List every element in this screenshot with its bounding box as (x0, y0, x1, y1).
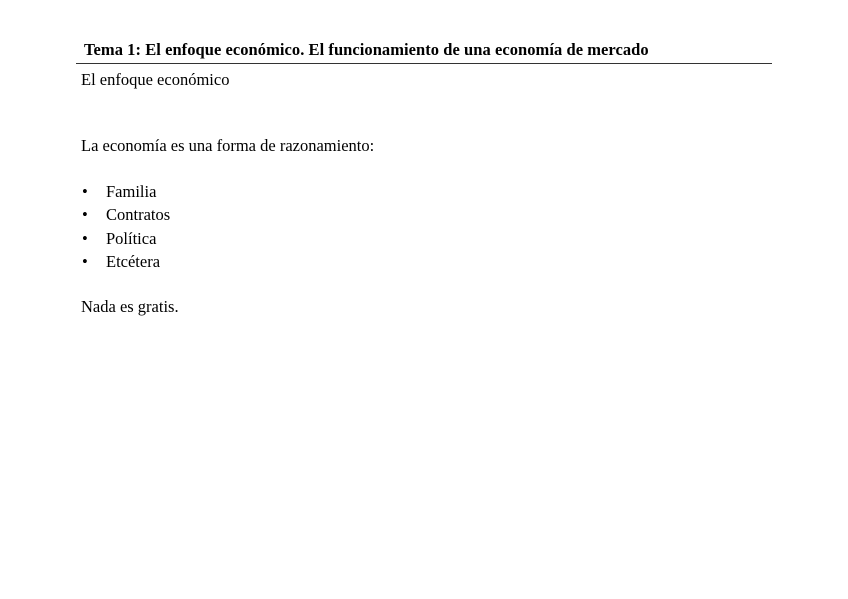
intro-paragraph: La economía es una forma de razonamiento: (81, 136, 375, 155)
list-item-label: Contratos (106, 205, 171, 225)
list-item-label: Etcétera (106, 251, 161, 271)
bullet-icon: • (82, 251, 88, 271)
bullet-icon: • (82, 182, 88, 201)
bullet-icon: • (82, 205, 88, 225)
header-title: Tema 1: El enfoque económico. El funcionamiento de una economía de mercado (84, 40, 649, 59)
section-subtitle: El enfoque económico (81, 70, 230, 89)
bullet-icon: • (82, 228, 88, 248)
list-item-label: Familia (106, 182, 157, 201)
page-header (76, 38, 772, 64)
closing-paragraph: Nada es gratis. (81, 297, 179, 316)
list-item-label: Política (106, 228, 157, 248)
